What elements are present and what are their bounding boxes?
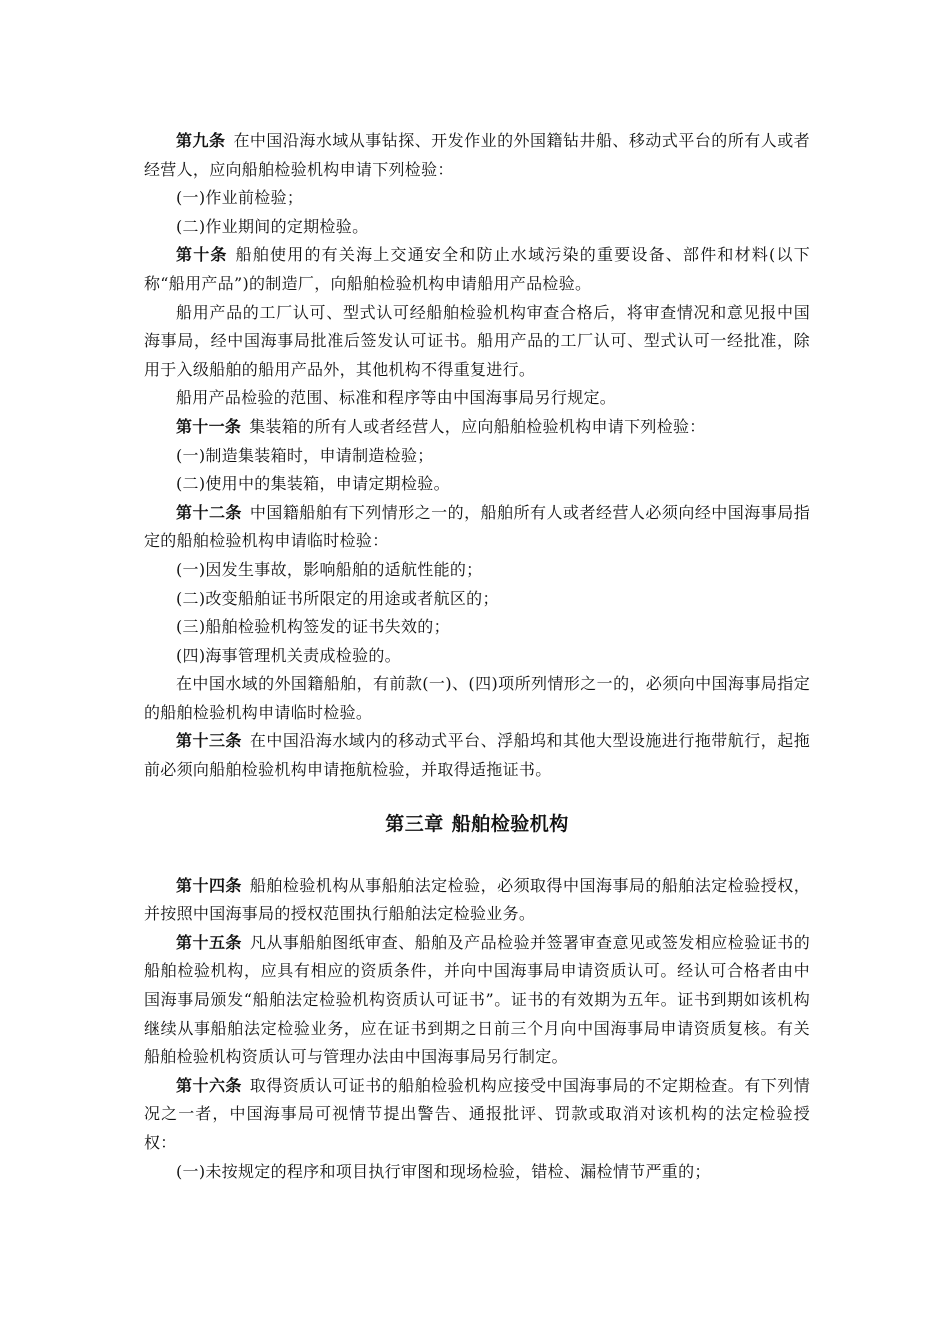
article-10	[144, 241, 810, 298]
article-number: 第十一条	[176, 416, 242, 436]
article-number: 第十四条	[176, 875, 242, 895]
list-item: (四)海事管理机关责成检验的。	[176, 645, 401, 665]
article-number: 第十五条	[176, 932, 242, 952]
list-item: (三)船舶检验机构签发的证书失效的；	[176, 617, 450, 637]
article-text: 船舶检验机构从事船舶法定检验，必须取得中国海事局的船舶法定检验授权，并按照中国海事局的授权范围执行船舶法定检验业务。	[144, 875, 811, 924]
article-16	[144, 1072, 810, 1158]
list-item: (一)未按规定的程序和项目执行审图和现场检验，错检、漏检情节严重的；	[176, 1161, 711, 1181]
paragraph: 船用产品检验的范围、标准和程序等由中国海事局另行规定。	[176, 388, 617, 408]
article-12	[144, 499, 810, 556]
article-text: 取得资质认可证书的船舶检验机构应接受中国海事局的不定期检查。有下列情况之一者，中国海事局可视情节提出警告、通报批评、罚款或取消对该机构的法定检验授权：	[144, 1075, 811, 1152]
article-text: 船舶使用的有关海上交通安全和防止水域污染的重要设备、部件和材料(以下称“船用产品”)的制造厂，向船舶检验机构申请船用产品检验。	[144, 245, 810, 293]
article-number: 第十条	[176, 245, 228, 265]
article-number: 第十六条	[176, 1075, 242, 1095]
paragraph: 在中国水域的外国籍船舶，有前款(一)、(四)项所列情形之一的，必须向中国海事局指定的船舶检验机构申请临时检验。	[144, 674, 810, 722]
article-text: 凡从事船舶图纸审查、船舶及产品检验并签署审查意见或签发相应检验证书的船舶检验机构，应具有相应的资质条件，并向中国海事局申请资质认可。经认可合格者由中国海事局颁发“船舶法定检验机构资质认可证书”。证书的有效期为五年。证书到期如该机构继续从事船舶法定检验业务，应在证书到期之日前三个月向中国海事局申请资质复核。有关船舶检验机构资质认可与管理办法由中国海事局另行制定。	[144, 932, 811, 1067]
article-number: 第九条	[176, 131, 226, 150]
list-item: (二)改变船舶证书所限定的用途或者航区的；	[176, 588, 499, 608]
chapter-title: 船舶检验机构	[451, 812, 569, 835]
chapter-number: 第三章	[385, 812, 444, 835]
article-text: 在中国沿海水域从事钻探、开发作业的外国籍钻井船、移动式平台的所有人或者经营人，应向船舶检验机构申请下列检验：	[144, 131, 810, 179]
article-15	[144, 929, 810, 1072]
article-13	[144, 727, 810, 784]
chapter-heading	[144, 809, 810, 839]
article-text: 中国籍船舶有下列情形之一的，船舶所有人或者经营人必须向经中国海事局指定的船舶检验机构申请临时检验：	[144, 502, 811, 551]
list-item: (二)使用中的集装箱，申请定期检验。	[176, 474, 450, 494]
list-item: (二)作业期间的定期检验。	[176, 216, 369, 236]
article-14	[144, 872, 810, 929]
document-body	[144, 127, 810, 1186]
article-9	[144, 127, 810, 184]
article-text: 集装箱的所有人或者经营人，应向船舶检验机构申请下列检验：	[249, 416, 706, 436]
article-text: 在中国沿海水域内的移动式平台、浮船坞和其他大型设施进行拖带航行，起拖前必须向船舶检验机构申请拖航检验，并取得适拖证书。	[144, 731, 811, 780]
article-11	[144, 413, 810, 442]
article-number: 第十三条	[176, 731, 242, 751]
paragraph: 船用产品的工厂认可、型式认可经船舶检验机构审查合格后，将审查情况和意见报中国海事局，经中国海事局批准后签发认可证书。船用产品的工厂认可、型式认可一经批准，除用于入级船舶的船用产品外，其他机构不得重复进行。	[144, 302, 810, 379]
article-number: 第十二条	[176, 502, 242, 522]
list-item: (一)制造集装箱时，申请制造检验；	[176, 445, 434, 465]
list-item: (一)因发生事故，影响船舶的适航性能的；	[176, 559, 483, 579]
list-item: (一)作业前检验；	[176, 188, 304, 208]
